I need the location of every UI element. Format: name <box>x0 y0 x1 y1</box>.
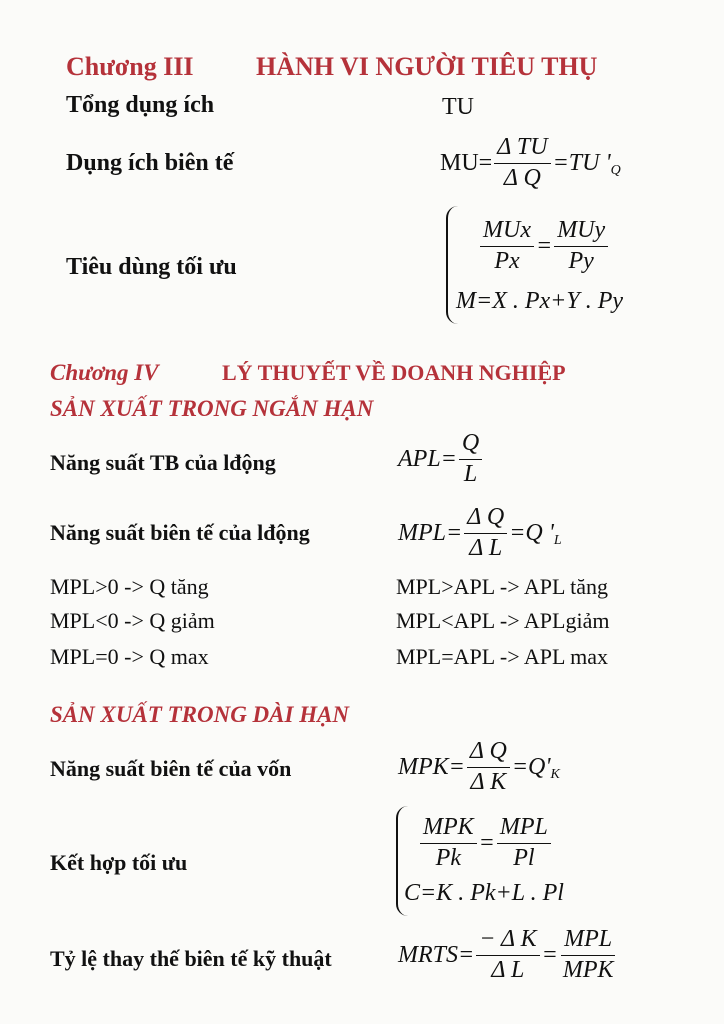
mpl-lhs: MPL= <box>398 519 463 546</box>
mrts-formula <box>398 922 619 988</box>
mu-lhs: MU= <box>440 149 493 176</box>
short-run-heading: SẢN XUẤT TRONG NGẮN HẠN <box>50 396 374 421</box>
chapter-4-title: LÝ THUYẾT VỀ DOANH NGHIỆP <box>222 360 566 385</box>
chapter-3-number: Chương III <box>66 52 194 81</box>
rule-left-2: MPL<0 -> Q giảm <box>50 608 215 633</box>
mrts-mpl-numerator: MPL <box>561 926 615 956</box>
mpk-ratio-numerator: MPK <box>420 814 477 844</box>
mrts-mpk-denominator: MPK <box>562 956 614 983</box>
optimal-consumption-ratio <box>478 212 610 280</box>
mux-numerator: MUx <box>480 217 534 247</box>
mpk-rhs: =Q' <box>511 753 551 780</box>
marginal-utility-label: Dụng ích biên tế <box>66 150 234 176</box>
rule-right-1: MPL>APL -> APL tăng <box>396 574 609 599</box>
budget-constraint: M=X . Px+Y . Py <box>456 288 624 314</box>
chapter-4-number: Chương IV <box>50 360 159 385</box>
mpk-formula <box>398 734 560 800</box>
px-denominator: Px <box>494 247 520 274</box>
mpk-rhs-subscript: K <box>550 767 560 782</box>
mrts-numerator: − Δ K <box>476 926 539 956</box>
ratio-equals: = <box>535 232 553 259</box>
mu-rhs: =TU ' <box>552 149 611 176</box>
mpk-label: Năng suất biên tế của vốn <box>50 756 292 781</box>
mrts-lhs: MRTS= <box>398 941 475 968</box>
apl-lhs: APL= <box>398 445 457 472</box>
long-run-heading: SẢN XUẤT TRONG DÀI HẠN <box>50 702 350 727</box>
mpl-numerator: Δ Q <box>464 504 507 534</box>
mu-numerator: Δ TU <box>494 134 550 164</box>
py-denominator: Py <box>568 247 594 274</box>
optimal-combo-ratio <box>418 810 553 876</box>
apl-label: Năng suất TB của lđộng <box>50 450 276 475</box>
pl-denominator: Pl <box>513 844 535 871</box>
mpl-rhs-subscript: L <box>553 533 562 548</box>
chapter-3-title: HÀNH VI NGƯỜI TIÊU THỤ <box>256 52 598 81</box>
optimal-combo-label: Kết hợp tối ưu <box>50 850 188 875</box>
apl-formula <box>398 426 484 492</box>
apl-numerator: Q <box>459 430 482 460</box>
mpl-ratio-numerator: MPL <box>497 814 551 844</box>
apl-denominator: L <box>463 460 478 487</box>
mu-denominator: Δ Q <box>503 164 541 191</box>
mpk-lhs: MPK= <box>398 753 465 780</box>
mrts-equals: = <box>541 941 558 968</box>
rule-right-3: MPL=APL -> APL max <box>396 644 609 669</box>
mrts-denominator: Δ L <box>491 956 525 983</box>
mpl-formula <box>398 500 562 566</box>
total-utility-label: Tổng dụng ích <box>66 92 215 118</box>
pk-denominator: Pk <box>435 844 461 871</box>
rule-left-1: MPL>0 -> Q tăng <box>50 574 209 599</box>
mu-rhs-subscript: Q <box>610 163 621 178</box>
mpl-label: Năng suất biên tế của lđộng <box>50 520 310 545</box>
total-utility-formula: TU <box>442 94 474 120</box>
rule-left-3: MPL=0 -> Q max <box>50 644 209 669</box>
combo-equals: = <box>478 829 495 856</box>
mpl-denominator: Δ L <box>469 534 503 561</box>
mpl-rhs: =Q ' <box>509 519 554 546</box>
mrts-label: Tỷ lệ thay thế biên tế kỹ thuật <box>50 946 332 971</box>
cost-constraint: C=K . Pk+L . Pl <box>404 880 564 906</box>
muy-numerator: MUy <box>554 217 608 247</box>
mpk-denominator: Δ K <box>470 768 507 795</box>
rule-right-2: MPL<APL -> APLgiảm <box>396 608 610 633</box>
marginal-utility-formula <box>440 130 621 196</box>
mpk-numerator: Δ Q <box>467 738 510 768</box>
optimal-consumption-label: Tiêu dùng tối ưu <box>66 254 237 280</box>
